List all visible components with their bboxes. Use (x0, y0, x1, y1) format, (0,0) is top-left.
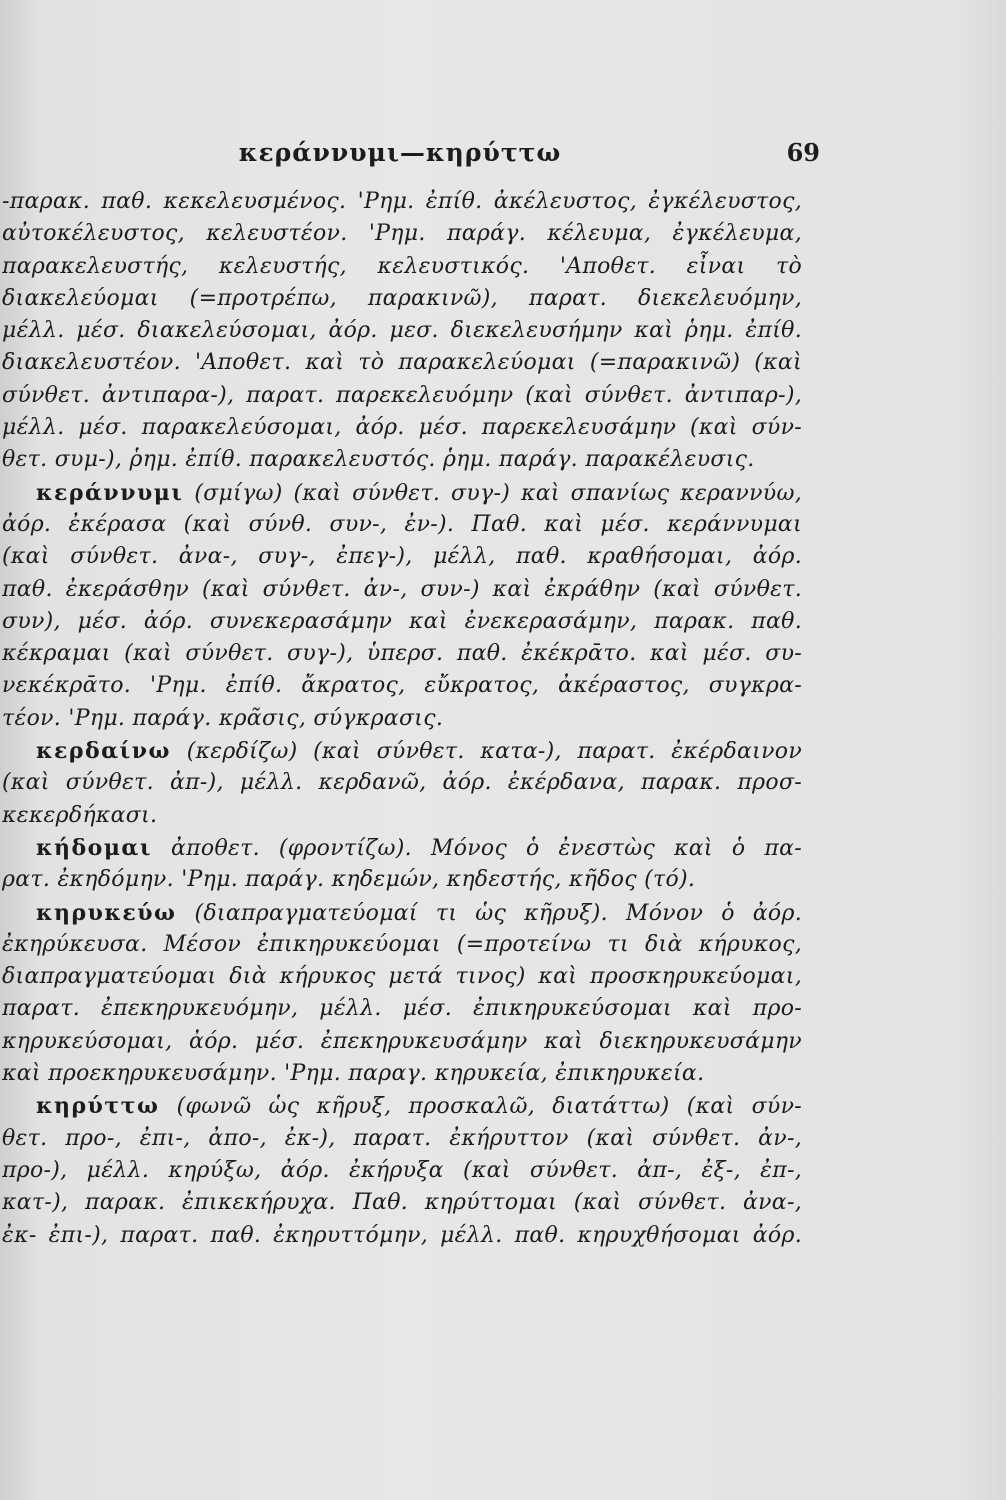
text-line (2, 477, 802, 509)
line-text: κηρυκεύσομαι, ἀόρ. μέσ. ἐπεκηρυκευσάμην καὶ διεκηρυκευσάμην (2, 1028, 802, 1054)
text-line (2, 1155, 802, 1187)
text-line (2, 412, 802, 444)
text-line (2, 961, 802, 993)
page-header (0, 138, 1006, 178)
text-line (2, 767, 802, 799)
text-line (2, 1123, 802, 1155)
running-head: κεράννυμι—κηρύττω (238, 138, 562, 167)
line-text: -παρακ. παθ. κεκελευσμένος. 'Ρημ. ἐπίθ. ἀκέλευστος, ἐγκέλευστος, (2, 189, 802, 214)
line-text: (διαπραγματεύομαί τι ὡς κῆρυξ). Μόνον ὁ ἀόρ. (194, 900, 802, 926)
headword: κερδαίνω (36, 738, 171, 765)
line-text: ἐκ- ἐπι-), παρατ. παθ. ἐκηρυττόμην, μέλλ. παθ. κηρυχθήσομαι ἀόρ. (2, 1222, 802, 1248)
line-text: αὐτοκέλευστος, κελευστέον. 'Ρημ. παράγ. κέλευμα, ἐγκέλευμα, (2, 221, 802, 247)
line-text: θετ. προ-, ἐπι-, ἀπο-, ἐκ-), παρατ. ἐκήρυττον (καὶ σύνθετ. ἀν-, (2, 1125, 802, 1151)
line-text: σύνθετ. ἀντιπαρα-), παρατ. παρεκελευόμην (καὶ σύνθετ. ἀντιπαρ-), (2, 382, 802, 408)
line-text: κέκραμαι (καὶ σύνθετ. συγ-), ὑπερσ. παθ. ἐκέκρᾱτο. καὶ μέσ. συ- (2, 641, 802, 667)
line-text: συν), μέσ. ἀόρ. συνεκερασάμην καὶ ἐνεκερασάμην, παρακ. παθ. (2, 608, 802, 634)
text-line (2, 251, 802, 283)
line-text: (καὶ σύνθετ. ἀπ-), μέλλ. κερδανῶ, ἀόρ. ἐκέρδανα, παρακ. προσ- (2, 770, 802, 796)
text-line (2, 1090, 802, 1122)
line-text: καὶ προεκηρυκευσάμην. 'Ρημ. παραγ. κηρυκεία, ἐπικηρυκεία. (2, 1061, 705, 1087)
headword: κεράννυμι (36, 479, 184, 506)
text-line (2, 703, 802, 735)
line-text: μέλλ. μέσ. παρακελεύσομαι, ἀόρ. μέσ. παρεκελευσάμην (καὶ σύν- (2, 415, 802, 441)
line-text: παρατ. ἐπεκηρυκευόμην, μέλλ. μέσ. ἐπικηρυκεύσομαι καὶ προ- (2, 996, 802, 1022)
line-text: ρατ. ἐκηδόμην. 'Ρημ. παράγ. κηδεμών, κηδεστής, κῆδος (τό). (2, 867, 696, 893)
headword: κηρύττω (36, 1093, 160, 1120)
text-line (2, 670, 802, 702)
text-line (2, 380, 802, 412)
text-line (2, 1220, 802, 1252)
text-line (2, 832, 802, 864)
line-text: (κερδίζω) (καὶ σύνθετ. κατα-), παρατ. ἐκέρδαινον (186, 739, 802, 765)
dictionary-text (2, 186, 802, 1252)
headword: κηρυκεύω (36, 899, 177, 926)
text-line (2, 315, 802, 347)
line-text: παρακελευστής, κελευστής, κελευστικός. 'Αποθετ. εἶναι τὸ (2, 253, 802, 279)
line-text: τέον. 'Ρημ. παράγ. κρᾶσις, σύγκρασις. (2, 705, 444, 731)
line-text: ἐκηρύκευσα. Μέσον ἐπικηρυκεύομαι (=προτείνω τι διὰ κήρυκος, (2, 931, 802, 957)
line-text: διακελευστέον. 'Αποθετ. καὶ τὸ παρακελεύομαι (=παρακινῶ) (καὶ (2, 350, 802, 376)
line-text: διαπραγματεύομαι διὰ κήρυκος μετά τινος) καὶ προσκηρυκεύομαι, (2, 964, 802, 990)
line-text: νεκέκρᾱτο. 'Ρημ. ἐπίθ. ἄκρατος, εὔκρατος, ἀκέραστος, συγκρα- (2, 673, 802, 699)
page-number: 69 (786, 138, 820, 167)
line-text: ἀποθετ. (φροντίζω). Μόνος ὁ ἐνεστὼς καὶ ὁ πα- (170, 835, 802, 861)
text-line (2, 897, 802, 929)
text-line (2, 1058, 802, 1090)
text-line (2, 993, 802, 1025)
text-line (2, 638, 802, 670)
line-text: κεκερδήκασι. (2, 802, 158, 828)
text-line (2, 606, 802, 638)
line-text: προ-), μέλλ. κηρύξω, ἀόρ. ἐκήρυξα (καὶ σύνθετ. ἀπ-, ἐξ-, ἐπ-, (2, 1157, 802, 1183)
line-text: διακελεύομαι (=προτρέπω, παρακινῶ), παρατ. διεκελευόμην, (2, 285, 802, 311)
text-line (2, 444, 802, 476)
text-line (2, 283, 802, 315)
text-line (2, 541, 802, 573)
text-line (2, 929, 802, 961)
line-text: (σμίγω) (καὶ σύνθετ. συγ-) καὶ σπανίως κεραννύω, (194, 480, 802, 506)
line-text: μέλλ. μέσ. διακελεύσομαι, ἀόρ. μεσ. διεκελευσήμην καὶ ῥημ. ἐπίθ. (2, 318, 802, 344)
text-line (2, 509, 802, 541)
line-text: ἀόρ. ἐκέρασα (καὶ σύνθ. συν-, ἐν-). Παθ. καὶ μέσ. κεράννυμαι (2, 511, 802, 537)
headword: κήδομαι (36, 834, 153, 861)
text-line (2, 186, 802, 218)
text-line (2, 735, 802, 767)
text-line (2, 864, 802, 896)
line-text: παθ. ἐκεράσθην (καὶ σύνθετ. ἀν-, συν-) καὶ ἐκράθην (καὶ σύνθετ. (2, 576, 802, 602)
text-line (2, 1026, 802, 1058)
line-text: κατ-), παρακ. ἐπικεκήρυχα. Παθ. κηρύττομαι (καὶ σύνθετ. ἀνα-, (2, 1190, 802, 1216)
line-text: (καὶ σύνθετ. ἀνα-, συγ-, ἐπεγ-), μέλλ, παθ. κραθήσομαι, ἀόρ. (2, 544, 802, 570)
line-text: θετ. συμ-), ῥημ. ἐπίθ. παρακελευστός. ῥημ. παράγ. παρακέλευσις. (2, 447, 755, 473)
text-line (2, 574, 802, 606)
text-line (2, 218, 802, 250)
line-text: (φωνῶ ὡς κῆρυξ, προσκαλῶ, διατάττω) (καὶ σύν- (176, 1094, 802, 1120)
text-line (2, 347, 802, 379)
text-line (2, 800, 802, 832)
text-line (2, 1187, 802, 1219)
